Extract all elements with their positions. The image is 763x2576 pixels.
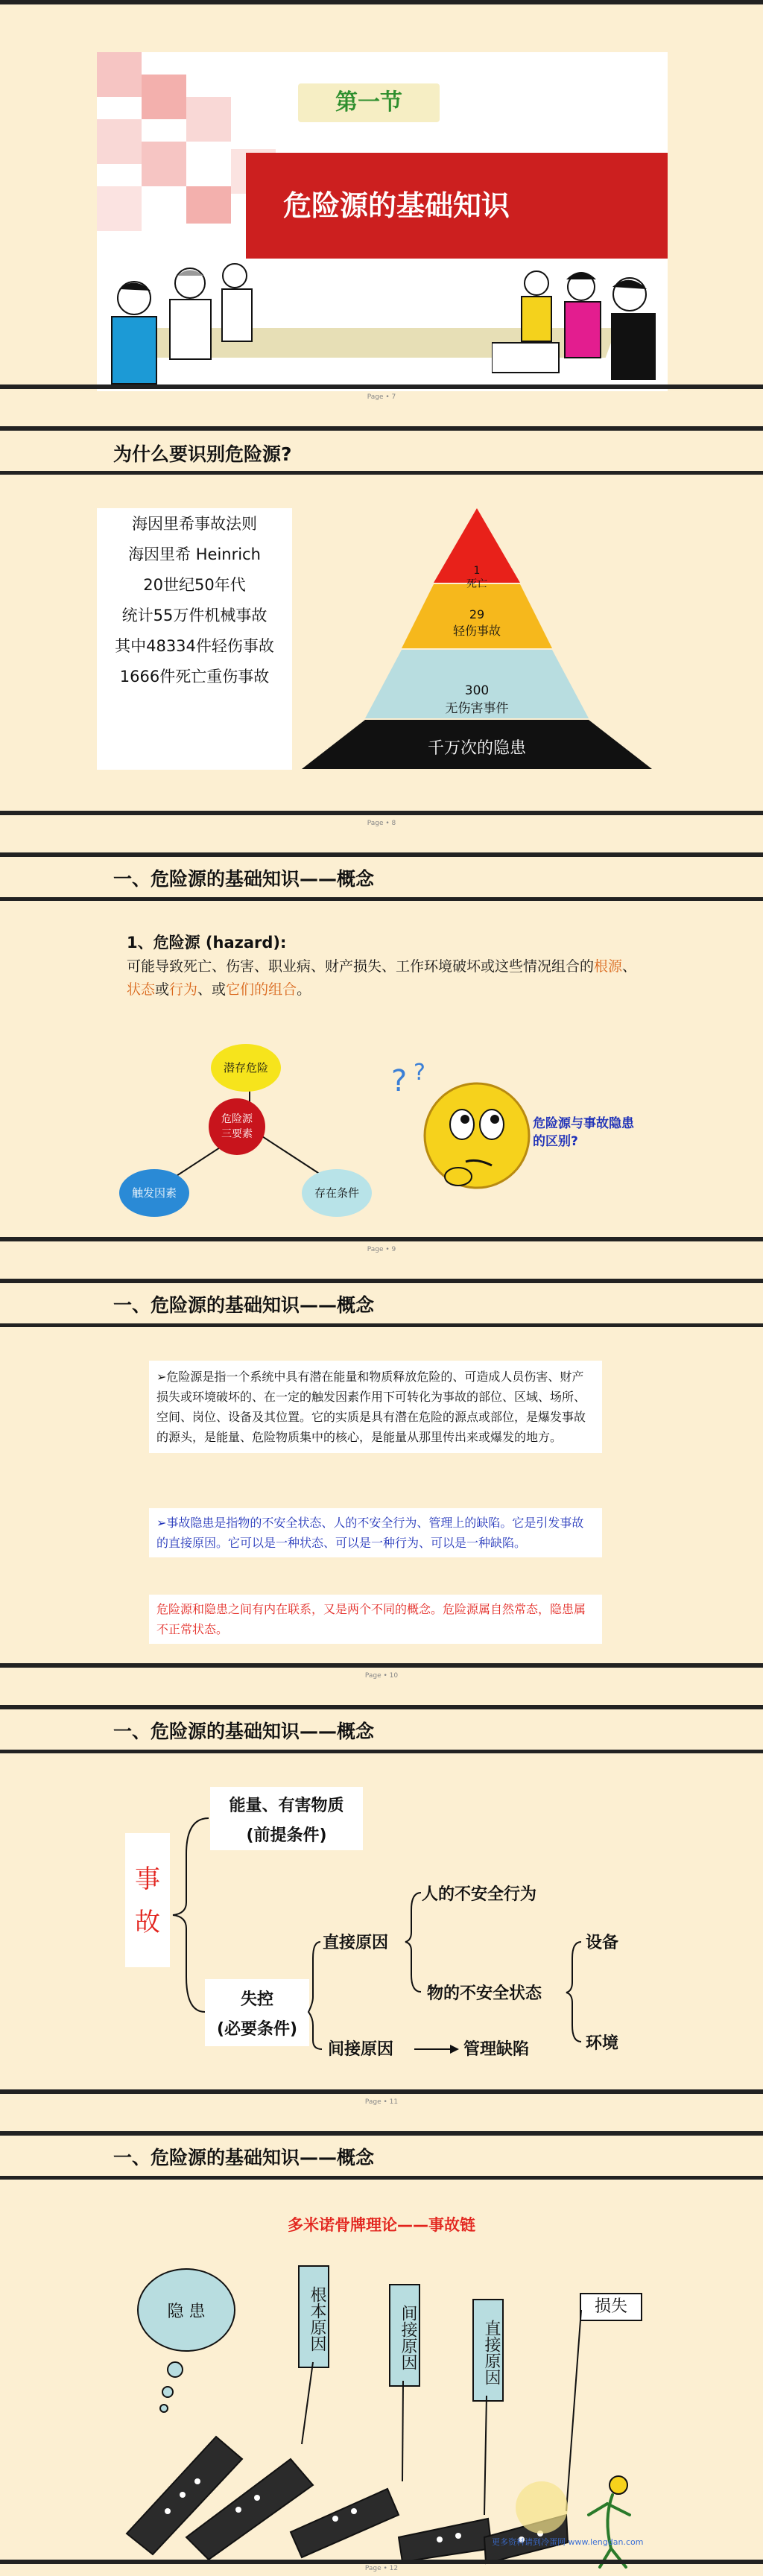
domino-subtitle: 多米诺骨牌理论——事故链 xyxy=(288,2216,475,2234)
heinrich-line-2: 海因里希 Heinrich xyxy=(128,545,261,563)
hazard-paragraph: ➢危险源是指一个系统中具有潜在能量和物质释放危险的、可造成人员伤害、财产损失或环境破坏的、在一定的触发因素作用下可转化为事故的部位、区域、场所、空间、岗位、设备及其位置。它的实质是具有潜在危险的源点或部位，是爆发事故的源头，是能量、危险物质集中的核心，是能量从那里传出来或爆发的地方。 xyxy=(149,1361,602,1453)
circle-center: 危险源 三要素 xyxy=(209,1098,265,1155)
cloud-label: 隐 患 xyxy=(167,2303,206,2321)
premise-label: (前提条件) xyxy=(246,1826,327,1845)
page-number: Page • 9 xyxy=(367,1246,396,1253)
circle-existing-condition: 存在条件 xyxy=(302,1169,372,1217)
slide-1 xyxy=(0,0,763,402)
pyramid-level-2-number: 29 xyxy=(469,607,485,621)
page-number: Page • 8 xyxy=(367,820,396,827)
accident-tree-lines xyxy=(0,1705,763,2107)
environment-label: 环境 xyxy=(586,2034,619,2053)
definition-sep-2: 、或 xyxy=(197,981,227,998)
object-unsafe-state: 物的不安全状态 xyxy=(427,1984,542,2003)
bottom-border xyxy=(0,1237,763,1241)
pyramid-level-2 xyxy=(432,607,522,639)
heinrich-text-box xyxy=(97,508,292,770)
pyramid-level-1-number: 1 xyxy=(473,565,481,577)
thinking-face-icon xyxy=(387,1054,536,1203)
pyramid-level-3-label: 无伤害事件 xyxy=(445,701,509,716)
falling-dominoes xyxy=(0,2131,763,2576)
slide-4-title: 一、危险源的基础知识——概念 xyxy=(113,1294,375,1316)
page-number: Page • 11 xyxy=(364,2098,399,2106)
definition-combination: 它们的组合 xyxy=(226,981,297,998)
pyramid-level-3-number: 300 xyxy=(464,683,490,698)
title-underline xyxy=(0,1323,763,1327)
heinrich-line-4: 统计55万件机械事故 xyxy=(121,607,267,624)
top-border xyxy=(0,1279,763,1283)
circle-trigger-factor: 触发因素 xyxy=(119,1169,189,1217)
top-border xyxy=(0,852,763,857)
direct-cause: 直接原因 xyxy=(323,1934,389,1952)
necessary-label: (必要条件) xyxy=(216,2020,298,2039)
svg-text:?: ? xyxy=(414,1060,425,1086)
meeting-people-right xyxy=(492,261,671,395)
slide-4 xyxy=(0,1279,763,1681)
bottom-border xyxy=(0,2560,763,2564)
title-underline xyxy=(0,897,763,901)
energy-label: 能量、有害物质 xyxy=(229,1797,344,1815)
bottom-border xyxy=(0,384,763,389)
card-root-cause: 根本原因 xyxy=(298,2265,329,2368)
definition-end: 。 xyxy=(297,981,311,998)
pyramid-level-2-label: 轻伤事故 xyxy=(452,624,501,638)
heinrich-line-3: 20世纪50年代 xyxy=(143,576,246,594)
definition-root: 根源 xyxy=(594,958,623,975)
page-number: Page • 7 xyxy=(367,393,396,401)
svg-text:?: ? xyxy=(391,1064,408,1098)
heinrich-line-6: 1666件死亡重伤事故 xyxy=(119,668,270,686)
loss-card: 损失 xyxy=(580,2293,642,2321)
slide-2 xyxy=(0,426,763,829)
loss-control-label: 失控 xyxy=(240,1990,273,2009)
definition-or: 或 xyxy=(155,981,170,998)
indirect-cause: 间接原因 xyxy=(328,2040,394,2059)
card-direct-cause: 直接原因 xyxy=(472,2299,504,2402)
slide-5 xyxy=(0,1705,763,2107)
top-border xyxy=(0,0,763,4)
watermark: 更多资料请到冷蛋网 www.lengdan.com xyxy=(492,2537,644,2547)
pyramid-level-1-label: 死亡 xyxy=(466,578,487,590)
definition-action: 行为 xyxy=(169,981,198,998)
title-underline xyxy=(0,471,763,475)
pyramid-base-label: 千万次的隐患 xyxy=(427,739,526,758)
human-unsafe-act: 人的不安全行为 xyxy=(422,1885,537,1904)
slide-3 xyxy=(0,852,763,1255)
hazard-definition xyxy=(127,955,648,1001)
hazard-heading: 1、危险源 (hazard): xyxy=(127,934,287,952)
page-number: Page • 12 xyxy=(364,2565,399,2572)
bottom-border xyxy=(0,811,763,815)
definition-sep-1: 、 xyxy=(622,958,637,975)
slide-1-title: 危险源的基础知识 xyxy=(283,189,510,222)
slide-2-title: 为什么要识别危险源? xyxy=(113,443,292,465)
definition-state: 状态 xyxy=(127,981,156,998)
section-badge: 第一节 xyxy=(298,83,440,122)
slide-3-title: 一、危险源的基础知识——概念 xyxy=(113,868,375,890)
heinrich-line-1: 海因里希事故法则 xyxy=(132,515,257,533)
management-defect: 管理缺陷 xyxy=(463,2040,530,2059)
definition-text: 可能导致死亡、伤害、职业病、财产损失、工作环境破坏或这些情况组合的 xyxy=(127,958,595,975)
bottom-border xyxy=(0,2089,763,2094)
heinrich-line-5: 其中48334件轻伤事故 xyxy=(115,637,274,655)
question-text: 危险源与事故隐患的区别? xyxy=(533,1116,634,1149)
slide-6-title: 一、危险源的基础知识——概念 xyxy=(113,2147,375,2168)
circle-potential-danger: 潜存危险 xyxy=(211,1044,281,1092)
pyramid-level-1 xyxy=(447,564,507,591)
relation-paragraph: 危险源和隐患之间有内在联系，又是两个不同的概念。危险源属自然常态，隐患属不正常状态。 xyxy=(149,1595,602,1644)
top-border xyxy=(0,426,763,431)
accident-root: 事 故 xyxy=(135,1864,160,1937)
card-indirect-cause: 间接原因 xyxy=(389,2284,420,2387)
pyramid-level-3 xyxy=(417,682,536,718)
page-number: Page • 10 xyxy=(364,1672,399,1680)
slide-5-title: 一、危险源的基础知识——概念 xyxy=(113,1721,375,1742)
bottom-border xyxy=(0,1663,763,1668)
meeting-people-left xyxy=(97,253,268,395)
hidden-danger-paragraph: ➢事故隐患是指物的不安全状态、人的不安全行为、管理上的缺陷。它是引发事故的直接原因。它可以是一种状态、可以是一种行为、可以是一种缺陷。 xyxy=(149,1508,602,1557)
slide-6 xyxy=(0,2131,763,2576)
equipment-label: 设备 xyxy=(586,1934,619,1952)
